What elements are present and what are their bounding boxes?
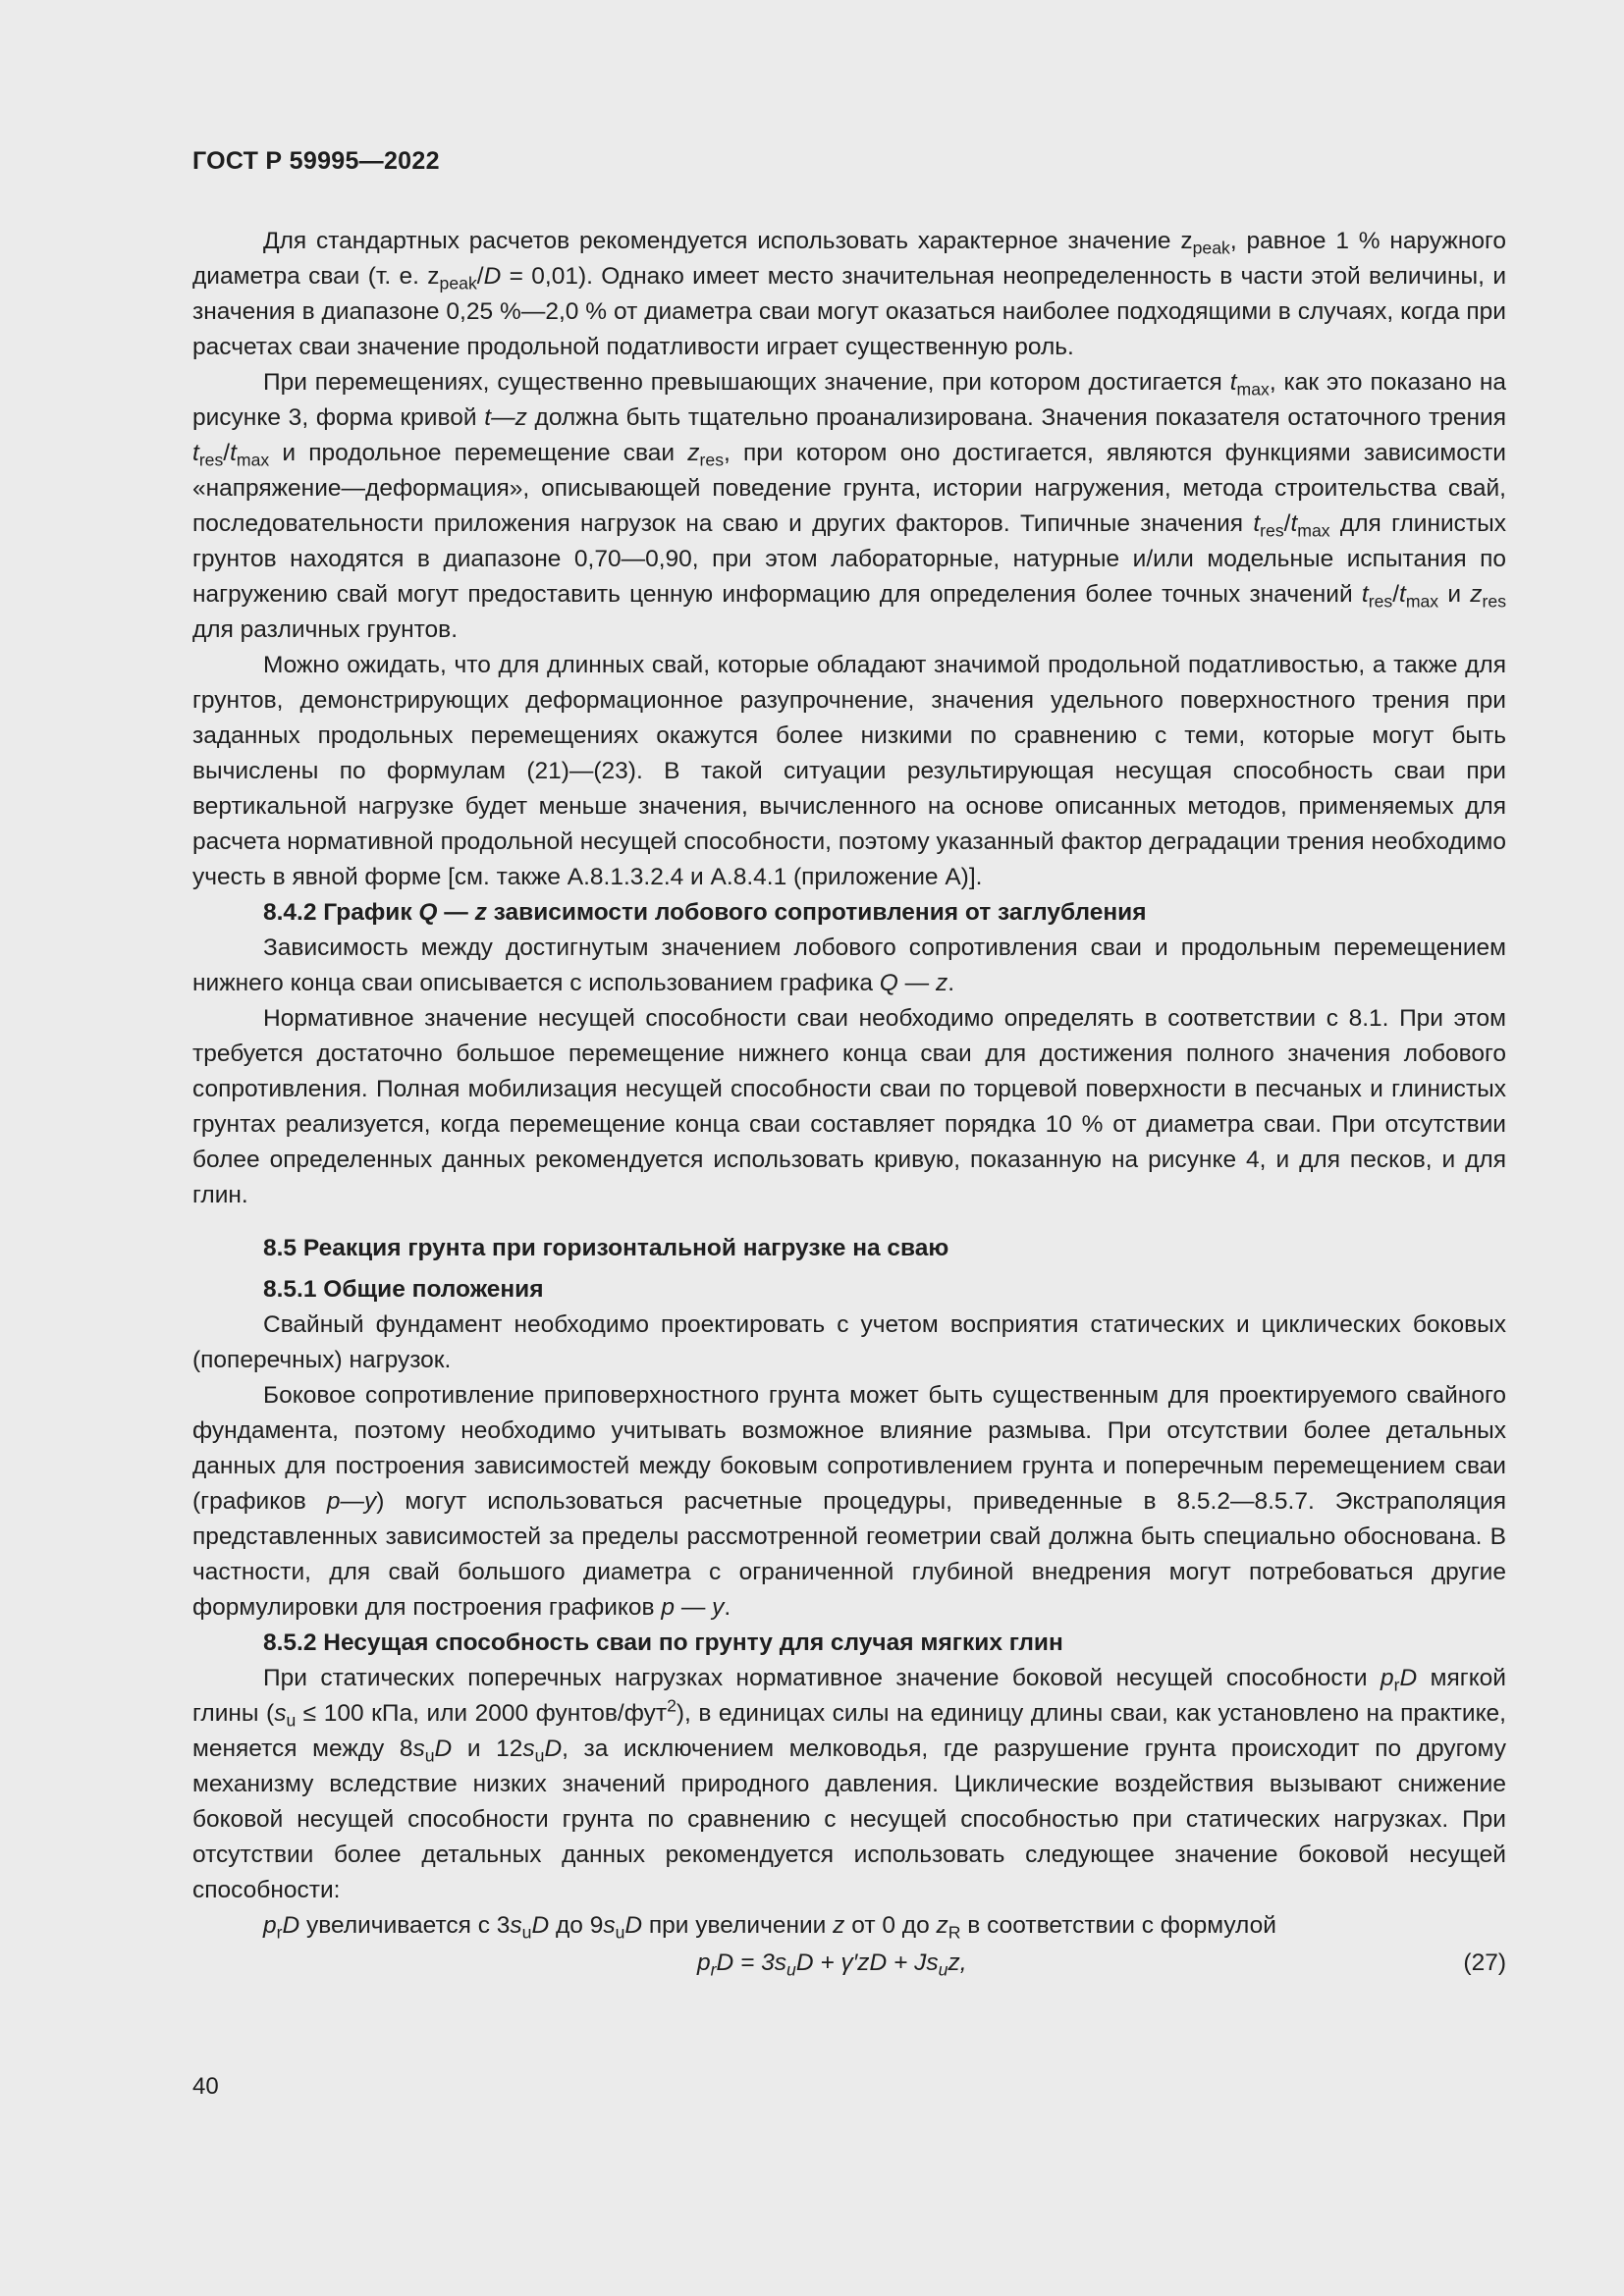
formula-27 xyxy=(192,1946,1506,1985)
paragraph: Нормативное значение несущей способности сваи необходимо определять в соответствии с 8.1. При этом требуется достаточно большое перемещение нижнего конца сваи для достижения полного значения лобового сопротивления. Полная мобилизация несущей способности сваи по торцевой поверхности в песчаных и глинистых грунтах реализуется, когда перемещение конца сваи составляет порядка 10 % от диаметра сваи. При отсутствии более определенных данных рекомендуется использовать кривую, показанную на рисунке 4, и для песков, и для глин. xyxy=(192,1005,1506,1208)
paragraph: Боковое сопротивление приповерхностного грунта может быть существенным для проектируемого свайного фундамента, поэтому необходимо учитывать возможное влияние размыва. При отсутствии более детальных данных для построения зависимостей между боковым сопротивлением грунта и поперечным перемещением сваи (графиков p—y) могут использоваться расчетные процедуры, приведенные в 8.5.2—8.5.7. Экстраполяция представленных зависимостей за пределы рассмотренной геометрии свай должна быть специально обоснована. В частности, для свай большого диаметра с ограниченной глубиной внедрения могут потребоваться другие формулировки для построения графиков p — y. xyxy=(192,1382,1506,1621)
paragraph: Свайный фундамент необходимо проектировать с учетом восприятия статических и циклических боковых (поперечных) нагрузок. xyxy=(192,1311,1506,1373)
formula-expression: $p_rD = 3s_uD + \gamma'zD + Js_uz$, xyxy=(697,1949,967,1980)
paragraph: Зависимость между достигнутым значением лобового сопротивления сваи и продольным перемещением нижнего конца сваи описывается с использованием графика Q — z. xyxy=(192,934,1506,996)
document-header-code: ГОСТ Р 59995—2022 xyxy=(192,147,440,175)
section-heading-8-5-1: 8.5.1 Общие положения xyxy=(263,1276,544,1303)
section-heading-8-5-2: 8.5.2 Несущая способность сваи по грунту для случая мягких глин xyxy=(263,1629,1063,1656)
paragraph: Можно ожидать, что для длинных свай, которые обладают значимой продольной податливостью, а также для грунтов, демонстрирующих деформационное разупрочнение, значения удельного поверхностного трения при заданных продольных перемещениях окажутся более низкими по сравнению с теми, которые могут быть вычислены по формулам (21)—(23). В такой ситуации результирующая несущая способность сваи при вертикальной нагрузке будет меньше значения, вычисленного на основе описанных методов, применяемых для расчета нормативной продольной несущей способности, поэтому указанный фактор деградации трения необходимо учесть в явной форме [см. также А.8.1.3.2.4 и А.8.4.1 (приложение А)]. xyxy=(192,652,1506,890)
page-number: 40 xyxy=(192,2073,219,2100)
paragraph: При статических поперечных нагрузках нормативное значение боковой несущей способности $p_rD$ мягкой глины ($s_u \le 100$ кПа, или 2000 фунтов/фут$^2$), в единицах силы на единицу длины сваи, как установлено на практике, меняется между $8s_uD$ и $12s_uD$, за исключением мелководья, где разрушение грунта происходит по другому механизму вследствие низких значений природного давления. Циклические воздействия вызывают снижение боковой несущей способности грунта по сравнению с несущей способностью при статических нагрузках. При отсутствии более детальных данных рекомендуется использовать следующее значение боковой несущей способности: xyxy=(192,1665,1506,1903)
paragraph: При перемещениях, существенно превышающих значение, при котором достигается $t_{max}$, как это показано на рисунке 3, форма кривой t—z должна быть тщательно проанализирована. Значения показателя остаточного трения $t_{res}/t_{max}$ и продольное перемещение сваи $z_{res}$, при котором оно достигается, являются функциями зависимости «напряжение—деформация», описывающей поведение грунта, истории нагружения, метода строительства свай, последовательности приложения нагрузок на сваю и других факторов. Типичные значения $t_{res}/t_{max}$ для глинистых грунтов находятся в диапазоне 0,70—0,90, при этом лабораторные, натурные и/или модельные испытания по нагружению свай могут предоставить ценную информацию для определения более точных значений $t_{res}/t_{max}$ и $z_{res}$ для различных грунтов. xyxy=(192,369,1507,643)
section-heading-8-4-2: 8.4.2 График Q — z зависимости лобового сопротивления от заглубления xyxy=(263,899,1147,926)
paragraph: $p_rD$ увеличивается с $3s_uD$ до $9s_uD$ при увеличении z от 0 до $z_R$ в соответствии с формулой xyxy=(263,1912,1276,1943)
formula-number: (27) xyxy=(1463,1949,1506,1976)
section-heading-8-5: 8.5 Реакция грунта при горизонтальной нагрузке на сваю xyxy=(263,1235,949,1261)
document-body xyxy=(192,224,1506,1985)
paragraph: Для стандартных расчетов рекомендуется использовать характерное значение $z_{peak}$, равное 1 % наружного диаметра сваи (т. е. $z_{peak}/D = 0,01$). Однако имеет место значительная неопределенность в части этой величины, и значения в диапазоне 0,25 %—2,0 % от диаметра сваи могут оказаться наиболее подходящими в случаях, когда при расчетах сваи значение продольной податливости играет существенную роль. xyxy=(192,228,1506,360)
